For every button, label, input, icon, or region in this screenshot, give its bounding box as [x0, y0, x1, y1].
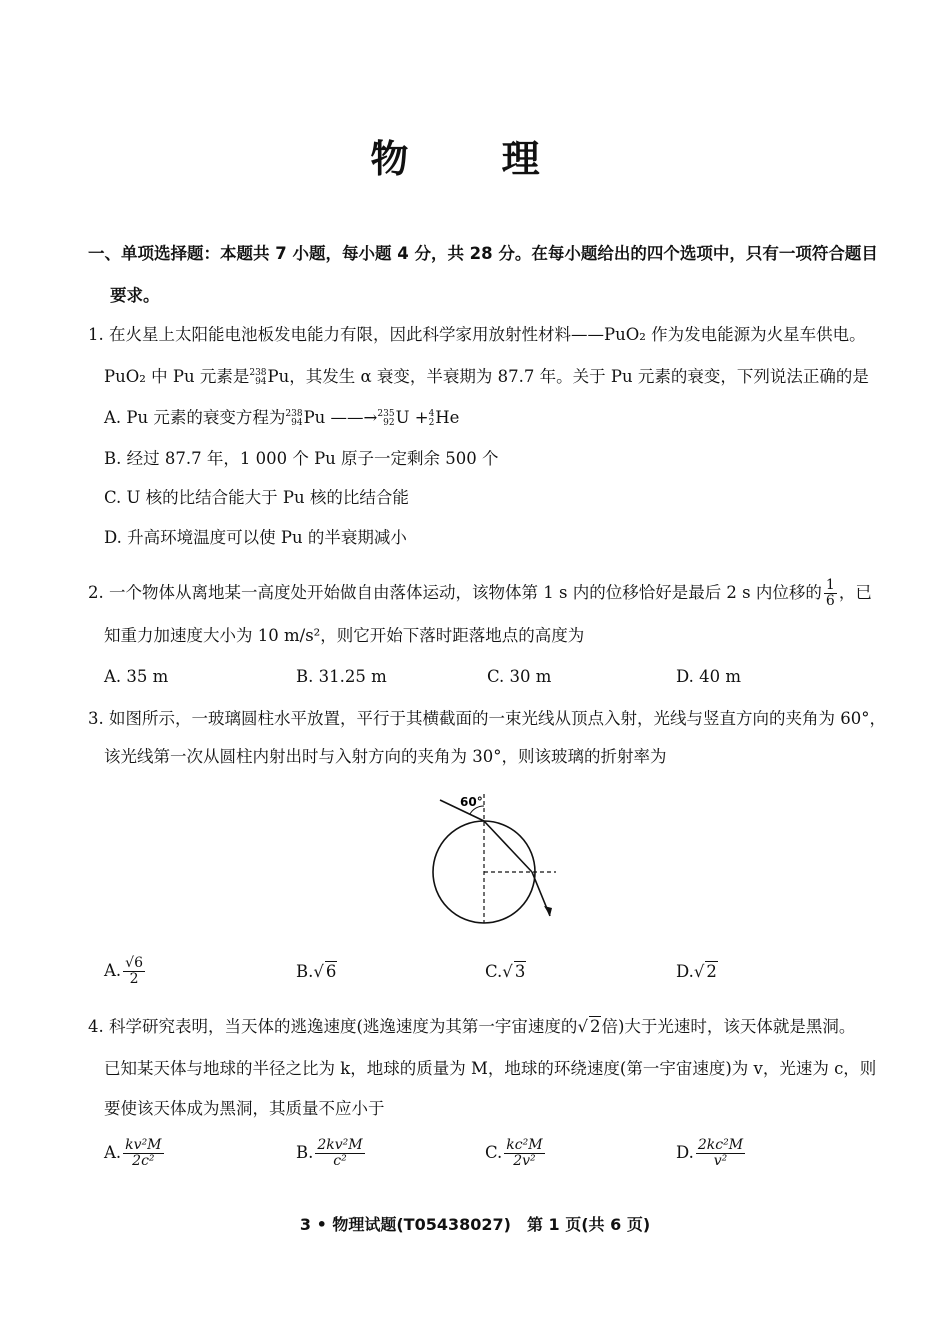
- q2-option-b: B. 31.25 m: [296, 667, 387, 686]
- q4-option-b: B. $\frac{\text{2kv²M}}{\text{c²}}$: [296, 1137, 363, 1169]
- q3-option-b: B.√ 6: [296, 962, 337, 981]
- q1-option-b: B. 经过 87.7 年，1 000 个 Pu 原子一定剩余 500 个: [104, 449, 499, 468]
- q1-stem-line1: 1. 在火星上太阳能电池板发电能力有限，因此科学家用放射性材料——PuO₂ 作为发电能源为火星车供电。: [88, 325, 866, 344]
- q4-stem-line3: 要使该天体成为黑洞，其质量不应小于: [104, 1099, 385, 1118]
- page-footer: 3 • 物理试题(T05438027) 第 1 页(共 6 页): [299, 1215, 651, 1234]
- q1-stem-line2: PuO₂ 中 Pu 元素是 238 94 Pu，其发生 α 衰变，半衰期为 87.7 年。关于 Pu 元素的衰变，下列说法正确的是: [104, 367, 869, 387]
- angle-label: 60°: [460, 795, 483, 809]
- q2-stem-line1: 2. 一个物体从离地某一高度处开始做自由落体运动，该物体第 1 s 内的位移恰好是最后 2 s 内位移的 $\frac{1}{6}$ ，已: [88, 577, 872, 609]
- q1-option-d: D. 升高环境温度可以使 Pu 的半衰期减小: [104, 528, 407, 547]
- q3-option-a: A. $\frac{√6}{2}$: [104, 955, 143, 987]
- q4-stem-line2: 已知某天体与地球的半径之比为 k，地球的质量为 M，地球的环绕速度(第一宇宙速度)为 v，光速为 c，则: [104, 1059, 877, 1078]
- refracted-ray: [484, 821, 532, 872]
- q4-option-c: C. $\frac{\text{kc²M}}{\text{2v²}}$: [485, 1137, 543, 1169]
- section-heading-line1: 一、单项选择题：本题共 7 小题，每小题 4 分，共 28 分。在每小题给出的四个选项中，只有一项符合题目: [88, 244, 878, 263]
- q1-option-c: C. U 核的比结合能大于 Pu 核的比结合能: [104, 488, 409, 507]
- q3-stem-line1: 3. 如图所示，一玻璃圆柱水平放置，平行于其横截面的一束光线从顶点入射，光线与竖直方向的夹角为 60°，: [88, 709, 886, 728]
- glass-cylinder-figure: [420, 788, 580, 938]
- q3-stem-line2: 该光线第一次从圆柱内射出时与入射方向的夹角为 30°，则该玻璃的折射率为: [104, 747, 667, 766]
- q1-option-a: A. Pu 元素的衰变方程为 238 94 Pu ——→ 235 92 U + 4 2 He: [104, 408, 460, 428]
- q2-stem-line2: 知重力加速度大小为 10 m/s²，则它开始下落时距落地点的高度为: [104, 626, 585, 645]
- q3-option-c: C.√ 3: [485, 962, 526, 981]
- q2-option-a: A. 35 m: [104, 667, 169, 686]
- q4-option-d: D. $\frac{\text{2kc²M}}{\text{v²}}$: [676, 1137, 744, 1169]
- q4-option-a: A. $\frac{\text{kv²M}}{\text{2c²}}$: [104, 1137, 162, 1169]
- fraction: $\frac{1}{6}$: [825, 577, 835, 609]
- nuclide-label: 238 94: [249, 367, 267, 387]
- page-title: 物 理: [370, 137, 580, 181]
- arrow-head-icon: [544, 906, 552, 916]
- q2-option-d: D. 40 m: [676, 667, 742, 686]
- q2-option-c: C. 30 m: [487, 667, 552, 686]
- section-heading-line2: 要求。: [110, 286, 160, 305]
- q3-option-d: D.√ 2: [676, 962, 717, 981]
- q4-stem-line1: 4. 科学研究表明，当天体的逃逸速度(逃逸速度为其第一宇宙速度的√ 2倍)大于光速时，该天体就是黑洞。: [88, 1017, 856, 1036]
